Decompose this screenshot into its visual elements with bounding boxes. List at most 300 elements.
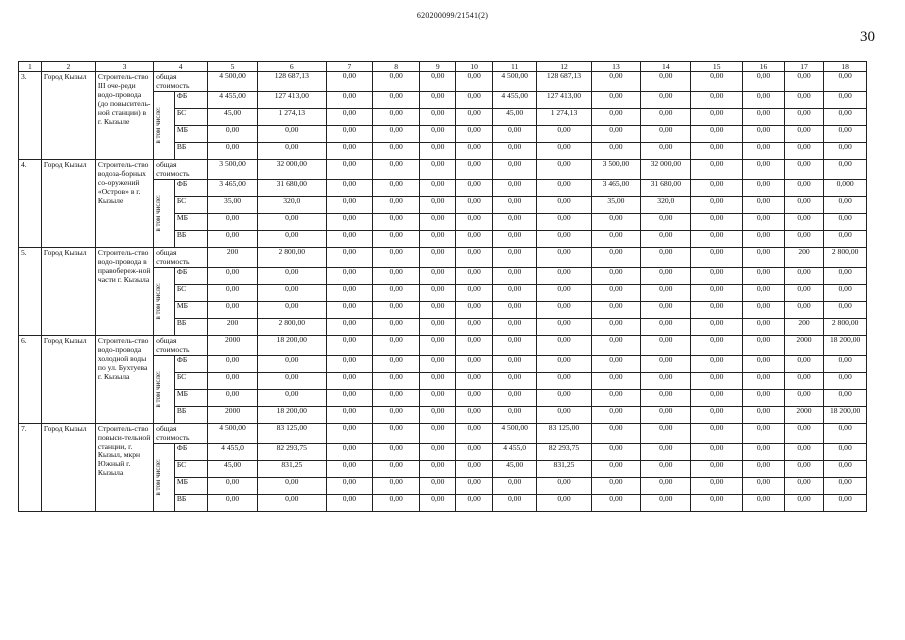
value-cell: 0,00 xyxy=(824,443,867,460)
value-cell: 0,00 xyxy=(373,477,420,494)
municipality-cell: Город Кызыл xyxy=(41,423,95,511)
value-cell: 0,00 xyxy=(456,230,492,247)
value-cell: 0,00 xyxy=(591,494,641,511)
value-cell: 0,00 xyxy=(373,159,420,179)
including-label: в том числе: xyxy=(154,195,163,232)
header-cell: 16 xyxy=(743,62,785,72)
value-cell: 0,00 xyxy=(326,108,373,125)
value-cell: 18 200,00 xyxy=(258,335,327,355)
fund-source-cell: БС xyxy=(174,108,207,125)
municipality-cell: Город Кызыл xyxy=(41,335,95,423)
cost-label-cell: общая стоимость xyxy=(154,72,208,92)
including-label-cell xyxy=(154,179,175,247)
value-cell: 0,00 xyxy=(641,423,691,443)
value-cell: 0,00 xyxy=(641,389,691,406)
fund-source-cell: ВБ xyxy=(174,230,207,247)
header-cell: 13 xyxy=(591,62,641,72)
value-cell: 0,00 xyxy=(456,179,492,196)
header-cell: 8 xyxy=(373,62,420,72)
document-id: 620200099/21541(2) xyxy=(416,11,489,20)
value-cell: 0,00 xyxy=(784,389,823,406)
value-cell: 0,00 xyxy=(420,125,456,142)
value-cell: 0,00 xyxy=(420,72,456,92)
value-cell: 0,00 xyxy=(420,179,456,196)
value-cell: 4 455,0 xyxy=(492,443,537,460)
value-cell: 0,00 xyxy=(208,301,258,318)
table-row xyxy=(19,72,867,92)
value-cell: 0,00 xyxy=(456,372,492,389)
value-cell: 0,00 xyxy=(492,406,537,423)
fund-source-cell: БС xyxy=(174,460,207,477)
value-cell: 0,00 xyxy=(784,230,823,247)
fund-source-cell: ВБ xyxy=(174,406,207,423)
value-cell: 0,00 xyxy=(326,372,373,389)
value-cell: 3 500,00 xyxy=(591,159,641,179)
value-cell: 0,00 xyxy=(537,179,591,196)
value-cell: 0,00 xyxy=(784,142,823,159)
value-cell: 0,00 xyxy=(326,267,373,284)
value-cell: 0,00 xyxy=(420,477,456,494)
value-cell: 0,00 xyxy=(591,284,641,301)
value-cell: 0,00 xyxy=(691,125,743,142)
value-cell: 0,00 xyxy=(691,284,743,301)
value-cell: 2000 xyxy=(784,406,823,423)
value-cell: 0,00 xyxy=(420,423,456,443)
value-cell: 0,00 xyxy=(492,284,537,301)
value-cell: 0,00 xyxy=(456,460,492,477)
value-cell: 0,00 xyxy=(373,318,420,335)
value-cell: 2 800,00 xyxy=(824,247,867,267)
value-cell: 0,00 xyxy=(373,91,420,108)
header-row xyxy=(19,62,867,72)
value-cell: 200 xyxy=(784,247,823,267)
value-cell: 0,00 xyxy=(258,301,327,318)
value-cell: 0,00 xyxy=(492,477,537,494)
including-label-cell xyxy=(154,267,175,335)
value-cell: 0,00 xyxy=(641,267,691,284)
fund-source-cell: ФБ xyxy=(174,355,207,372)
value-cell: 0,00 xyxy=(420,159,456,179)
value-cell: 82 293,75 xyxy=(537,443,591,460)
value-cell: 200 xyxy=(208,247,258,267)
value-cell: 0,00 xyxy=(591,443,641,460)
value-cell: 0,00 xyxy=(420,284,456,301)
value-cell: 0,00 xyxy=(691,460,743,477)
value-cell: 0,00 xyxy=(743,301,785,318)
value-cell: 0,00 xyxy=(784,423,823,443)
value-cell: 3 465,00 xyxy=(208,179,258,196)
value-cell: 0,00 xyxy=(743,355,785,372)
value-cell: 0,00 xyxy=(492,301,537,318)
value-cell: 0,00 xyxy=(691,423,743,443)
value-cell: 0,00 xyxy=(420,372,456,389)
row-number: 6. xyxy=(19,335,42,423)
value-cell: 0,00 xyxy=(824,284,867,301)
value-cell: 0,00 xyxy=(784,196,823,213)
value-cell: 0,00 xyxy=(326,196,373,213)
value-cell: 4 455,0 xyxy=(208,443,258,460)
value-cell: 0,00 xyxy=(492,230,537,247)
value-cell: 31 680,00 xyxy=(641,179,691,196)
value-cell: 0,00 xyxy=(691,267,743,284)
value-cell: 0,00 xyxy=(691,72,743,92)
value-cell: 0,00 xyxy=(326,494,373,511)
value-cell: 0,00 xyxy=(824,423,867,443)
value-cell: 0,00 xyxy=(743,406,785,423)
value-cell: 0,00 xyxy=(456,335,492,355)
value-cell: 0,00 xyxy=(743,423,785,443)
value-cell: 3 500,00 xyxy=(208,159,258,179)
value-cell: 0,00 xyxy=(743,142,785,159)
value-cell: 0,00 xyxy=(420,460,456,477)
fund-source-cell: ФБ xyxy=(174,91,207,108)
value-cell: 0,00 xyxy=(824,72,867,92)
value-cell: 0,00 xyxy=(420,335,456,355)
value-cell: 0,00 xyxy=(208,477,258,494)
value-cell: 4 455,00 xyxy=(208,91,258,108)
value-cell: 0,00 xyxy=(641,494,691,511)
value-cell: 0,00 xyxy=(743,494,785,511)
value-cell: 32 000,00 xyxy=(641,159,691,179)
value-cell: 0,00 xyxy=(373,267,420,284)
value-cell: 2 800,00 xyxy=(824,318,867,335)
value-cell: 0,00 xyxy=(691,389,743,406)
value-cell: 0,00 xyxy=(326,301,373,318)
value-cell: 45,00 xyxy=(208,108,258,125)
value-cell: 0,00 xyxy=(537,494,591,511)
value-cell: 0,00 xyxy=(456,443,492,460)
value-cell: 2 800,00 xyxy=(258,247,327,267)
value-cell: 0,00 xyxy=(641,247,691,267)
value-cell: 0,00 xyxy=(691,247,743,267)
table-row xyxy=(19,247,867,267)
value-cell: 0,00 xyxy=(456,284,492,301)
value-cell: 0,00 xyxy=(456,142,492,159)
value-cell: 0,00 xyxy=(373,108,420,125)
value-cell: 0,00 xyxy=(492,318,537,335)
value-cell: 0,00 xyxy=(420,494,456,511)
value-cell: 0,00 xyxy=(492,335,537,355)
value-cell: 320,0 xyxy=(641,196,691,213)
value-cell: 0,00 xyxy=(537,335,591,355)
value-cell: 0,00 xyxy=(591,72,641,92)
value-cell: 0,00 xyxy=(373,179,420,196)
header-cell: 14 xyxy=(641,62,691,72)
value-cell: 0,00 xyxy=(492,267,537,284)
value-cell: 0,00 xyxy=(691,230,743,247)
value-cell: 0,00 xyxy=(373,335,420,355)
value-cell: 0,00 xyxy=(492,142,537,159)
fund-source-cell: МБ xyxy=(174,125,207,142)
value-cell: 0,00 xyxy=(420,267,456,284)
value-cell: 0,00 xyxy=(641,335,691,355)
value-cell: 0,00 xyxy=(591,335,641,355)
value-cell: 0,00 xyxy=(641,443,691,460)
value-cell: 0,00 xyxy=(824,142,867,159)
value-cell: 0,00 xyxy=(456,159,492,179)
value-cell: 127 413,00 xyxy=(537,91,591,108)
value-cell: 0,00 xyxy=(326,443,373,460)
value-cell: 4 500,00 xyxy=(492,72,537,92)
value-cell: 0,00 xyxy=(784,72,823,92)
including-label-cell xyxy=(154,443,175,511)
value-cell: 0,00 xyxy=(641,213,691,230)
value-cell: 0,00 xyxy=(591,460,641,477)
value-cell: 4 500,00 xyxy=(492,423,537,443)
value-cell: 0,00 xyxy=(691,196,743,213)
value-cell: 0,00 xyxy=(743,372,785,389)
value-cell: 0,00 xyxy=(456,301,492,318)
value-cell: 0,00 xyxy=(743,460,785,477)
value-cell: 0,00 xyxy=(743,159,785,179)
value-cell: 0,00 xyxy=(641,355,691,372)
fund-source-cell: ВБ xyxy=(174,318,207,335)
fund-source-cell: БС xyxy=(174,196,207,213)
fund-source-cell: МБ xyxy=(174,301,207,318)
value-cell: 0,00 xyxy=(326,318,373,335)
fund-source-cell: ФБ xyxy=(174,443,207,460)
value-cell: 0,00 xyxy=(420,247,456,267)
value-cell: 0,00 xyxy=(373,355,420,372)
value-cell: 0,00 xyxy=(537,406,591,423)
cost-label-cell: общая стоимость xyxy=(154,335,208,355)
value-cell: 0,00 xyxy=(373,406,420,423)
page-number: 30 xyxy=(860,29,875,45)
value-cell: 0,00 xyxy=(591,267,641,284)
value-cell: 0,00 xyxy=(824,159,867,179)
municipality-cell: Город Кызыл xyxy=(41,159,95,247)
value-cell: 0,00 xyxy=(691,159,743,179)
value-cell: 0,00 xyxy=(456,406,492,423)
value-cell: 320,0 xyxy=(258,196,327,213)
value-cell: 128 687,13 xyxy=(258,72,327,92)
value-cell: 0,00 xyxy=(824,213,867,230)
value-cell: 0,00 xyxy=(784,91,823,108)
value-cell: 0,00 xyxy=(326,159,373,179)
value-cell: 2 800,00 xyxy=(258,318,327,335)
value-cell: 0,00 xyxy=(743,196,785,213)
value-cell: 0,00 xyxy=(420,318,456,335)
value-cell: 0,00 xyxy=(691,301,743,318)
value-cell: 0,00 xyxy=(641,108,691,125)
value-cell: 0,00 xyxy=(420,443,456,460)
value-cell: 0,00 xyxy=(784,284,823,301)
value-cell: 31 680,00 xyxy=(258,179,327,196)
value-cell: 0,00 xyxy=(326,355,373,372)
value-cell: 0,00 xyxy=(784,108,823,125)
value-cell: 0,00 xyxy=(641,72,691,92)
value-cell: 0,00 xyxy=(591,213,641,230)
value-cell: 0,00 xyxy=(743,389,785,406)
value-cell: 82 293,75 xyxy=(258,443,327,460)
fund-source-cell: МБ xyxy=(174,389,207,406)
value-cell: 0,00 xyxy=(641,301,691,318)
value-cell: 0,00 xyxy=(258,213,327,230)
fund-source-cell: МБ xyxy=(174,477,207,494)
value-cell: 0,00 xyxy=(537,142,591,159)
value-cell: 0,00 xyxy=(691,443,743,460)
value-cell: 0,00 xyxy=(691,477,743,494)
value-cell: 0,00 xyxy=(420,213,456,230)
fund-source-cell: БС xyxy=(174,372,207,389)
value-cell: 0,00 xyxy=(784,159,823,179)
value-cell: 0,00 xyxy=(456,477,492,494)
value-cell: 0,00 xyxy=(784,372,823,389)
value-cell: 0,00 xyxy=(784,460,823,477)
value-cell: 0,00 xyxy=(420,91,456,108)
value-cell: 0,00 xyxy=(326,389,373,406)
value-cell: 0,00 xyxy=(373,389,420,406)
fund-source-cell: ВБ xyxy=(174,494,207,511)
value-cell: 127 413,00 xyxy=(258,91,327,108)
value-cell: 0,00 xyxy=(591,230,641,247)
value-cell: 4 455,00 xyxy=(492,91,537,108)
value-cell: 18 200,00 xyxy=(824,406,867,423)
header-cell: 17 xyxy=(784,62,823,72)
value-cell: 0,00 xyxy=(784,301,823,318)
value-cell: 0,00 xyxy=(591,389,641,406)
value-cell: 200 xyxy=(784,318,823,335)
value-cell: 0,00 xyxy=(373,284,420,301)
value-cell: 0,00 xyxy=(824,196,867,213)
value-cell: 0,00 xyxy=(591,91,641,108)
header-cell: 18 xyxy=(824,62,867,72)
value-cell: 0,00 xyxy=(641,477,691,494)
value-cell: 0,00 xyxy=(420,108,456,125)
municipality-cell: Город Кызыл xyxy=(41,72,95,160)
value-cell: 0,00 xyxy=(326,230,373,247)
value-cell: 0,00 xyxy=(641,284,691,301)
value-cell: 0,00 xyxy=(537,372,591,389)
cost-label-cell: общая стоимость xyxy=(154,423,208,443)
header-cell: 9 xyxy=(420,62,456,72)
value-cell: 0,00 xyxy=(537,213,591,230)
header-cell: 11 xyxy=(492,62,537,72)
value-cell: 0,00 xyxy=(208,230,258,247)
value-cell: 0,00 xyxy=(743,247,785,267)
value-cell: 0,000 xyxy=(824,179,867,196)
value-cell: 0,00 xyxy=(641,142,691,159)
value-cell: 0,00 xyxy=(258,125,327,142)
value-cell: 0,00 xyxy=(641,318,691,335)
value-cell: 0,00 xyxy=(373,247,420,267)
value-cell: 0,00 xyxy=(591,108,641,125)
value-cell: 0,00 xyxy=(456,108,492,125)
object-name-cell: Строитель-ство водоза-борных со-оружений «Остров» в г. Кызыле xyxy=(95,159,153,247)
value-cell: 0,00 xyxy=(537,247,591,267)
value-cell: 0,00 xyxy=(691,372,743,389)
value-cell: 0,00 xyxy=(537,389,591,406)
including-label: в том числе: xyxy=(154,282,163,320)
fund-source-cell: ФБ xyxy=(174,179,207,196)
value-cell: 3 465,00 xyxy=(591,179,641,196)
value-cell: 0,00 xyxy=(641,230,691,247)
value-cell: 0,00 xyxy=(743,213,785,230)
header-cell: 7 xyxy=(326,62,373,72)
value-cell: 0,00 xyxy=(208,213,258,230)
value-cell: 35,00 xyxy=(591,196,641,213)
header-cell: 2 xyxy=(41,62,95,72)
value-cell: 0,00 xyxy=(824,389,867,406)
value-cell: 1 274,13 xyxy=(537,108,591,125)
header-cell: 6 xyxy=(258,62,327,72)
value-cell: 35,00 xyxy=(208,196,258,213)
value-cell: 0,00 xyxy=(784,267,823,284)
value-cell: 0,00 xyxy=(420,196,456,213)
value-cell: 0,00 xyxy=(743,267,785,284)
value-cell: 0,00 xyxy=(537,159,591,179)
value-cell: 0,00 xyxy=(591,355,641,372)
value-cell: 0,00 xyxy=(326,179,373,196)
value-cell: 0,00 xyxy=(743,108,785,125)
value-cell: 32 000,00 xyxy=(258,159,327,179)
value-cell: 0,00 xyxy=(743,91,785,108)
value-cell: 0,00 xyxy=(456,91,492,108)
value-cell: 0,00 xyxy=(537,267,591,284)
header-cell: 3 xyxy=(95,62,153,72)
value-cell: 0,00 xyxy=(691,335,743,355)
value-cell: 0,00 xyxy=(258,267,327,284)
value-cell: 0,00 xyxy=(824,108,867,125)
value-cell: 0,00 xyxy=(743,230,785,247)
header-cell: 5 xyxy=(208,62,258,72)
table-row xyxy=(19,335,867,355)
value-cell: 0,00 xyxy=(420,142,456,159)
value-cell: 0,00 xyxy=(492,355,537,372)
value-cell: 0,00 xyxy=(743,179,785,196)
budget-table xyxy=(18,61,867,512)
value-cell: 831,25 xyxy=(258,460,327,477)
value-cell: 0,00 xyxy=(784,355,823,372)
value-cell: 0,00 xyxy=(373,423,420,443)
value-cell: 0,00 xyxy=(492,494,537,511)
value-cell: 0,00 xyxy=(326,477,373,494)
value-cell: 0,00 xyxy=(326,247,373,267)
value-cell: 0,00 xyxy=(456,494,492,511)
object-name-cell: Строитель-ство водо-провода в правобереж-ной части г. Кызыла xyxy=(95,247,153,335)
value-cell: 0,00 xyxy=(208,267,258,284)
value-cell: 2000 xyxy=(208,406,258,423)
header-cell: 1 xyxy=(19,62,42,72)
value-cell: 0,00 xyxy=(824,494,867,511)
value-cell: 0,00 xyxy=(420,230,456,247)
row-number: 3. xyxy=(19,72,42,160)
value-cell: 0,00 xyxy=(373,213,420,230)
value-cell: 0,00 xyxy=(537,477,591,494)
value-cell: 0,00 xyxy=(456,423,492,443)
value-cell: 0,00 xyxy=(456,389,492,406)
value-cell: 0,00 xyxy=(258,142,327,159)
value-cell: 0,00 xyxy=(824,91,867,108)
value-cell: 0,00 xyxy=(326,335,373,355)
value-cell: 0,00 xyxy=(373,230,420,247)
value-cell: 83 125,00 xyxy=(537,423,591,443)
value-cell: 4 500,00 xyxy=(208,423,258,443)
value-cell: 0,00 xyxy=(258,389,327,406)
value-cell: 0,00 xyxy=(258,477,327,494)
value-cell: 0,00 xyxy=(208,372,258,389)
value-cell: 0,00 xyxy=(326,72,373,92)
value-cell: 0,00 xyxy=(591,423,641,443)
value-cell: 83 125,00 xyxy=(258,423,327,443)
header-cell: 4 xyxy=(154,62,208,72)
value-cell: 0,00 xyxy=(456,213,492,230)
value-cell: 0,00 xyxy=(691,494,743,511)
value-cell: 45,00 xyxy=(208,460,258,477)
value-cell: 0,00 xyxy=(591,142,641,159)
value-cell: 0,00 xyxy=(373,72,420,92)
value-cell: 0,00 xyxy=(743,72,785,92)
